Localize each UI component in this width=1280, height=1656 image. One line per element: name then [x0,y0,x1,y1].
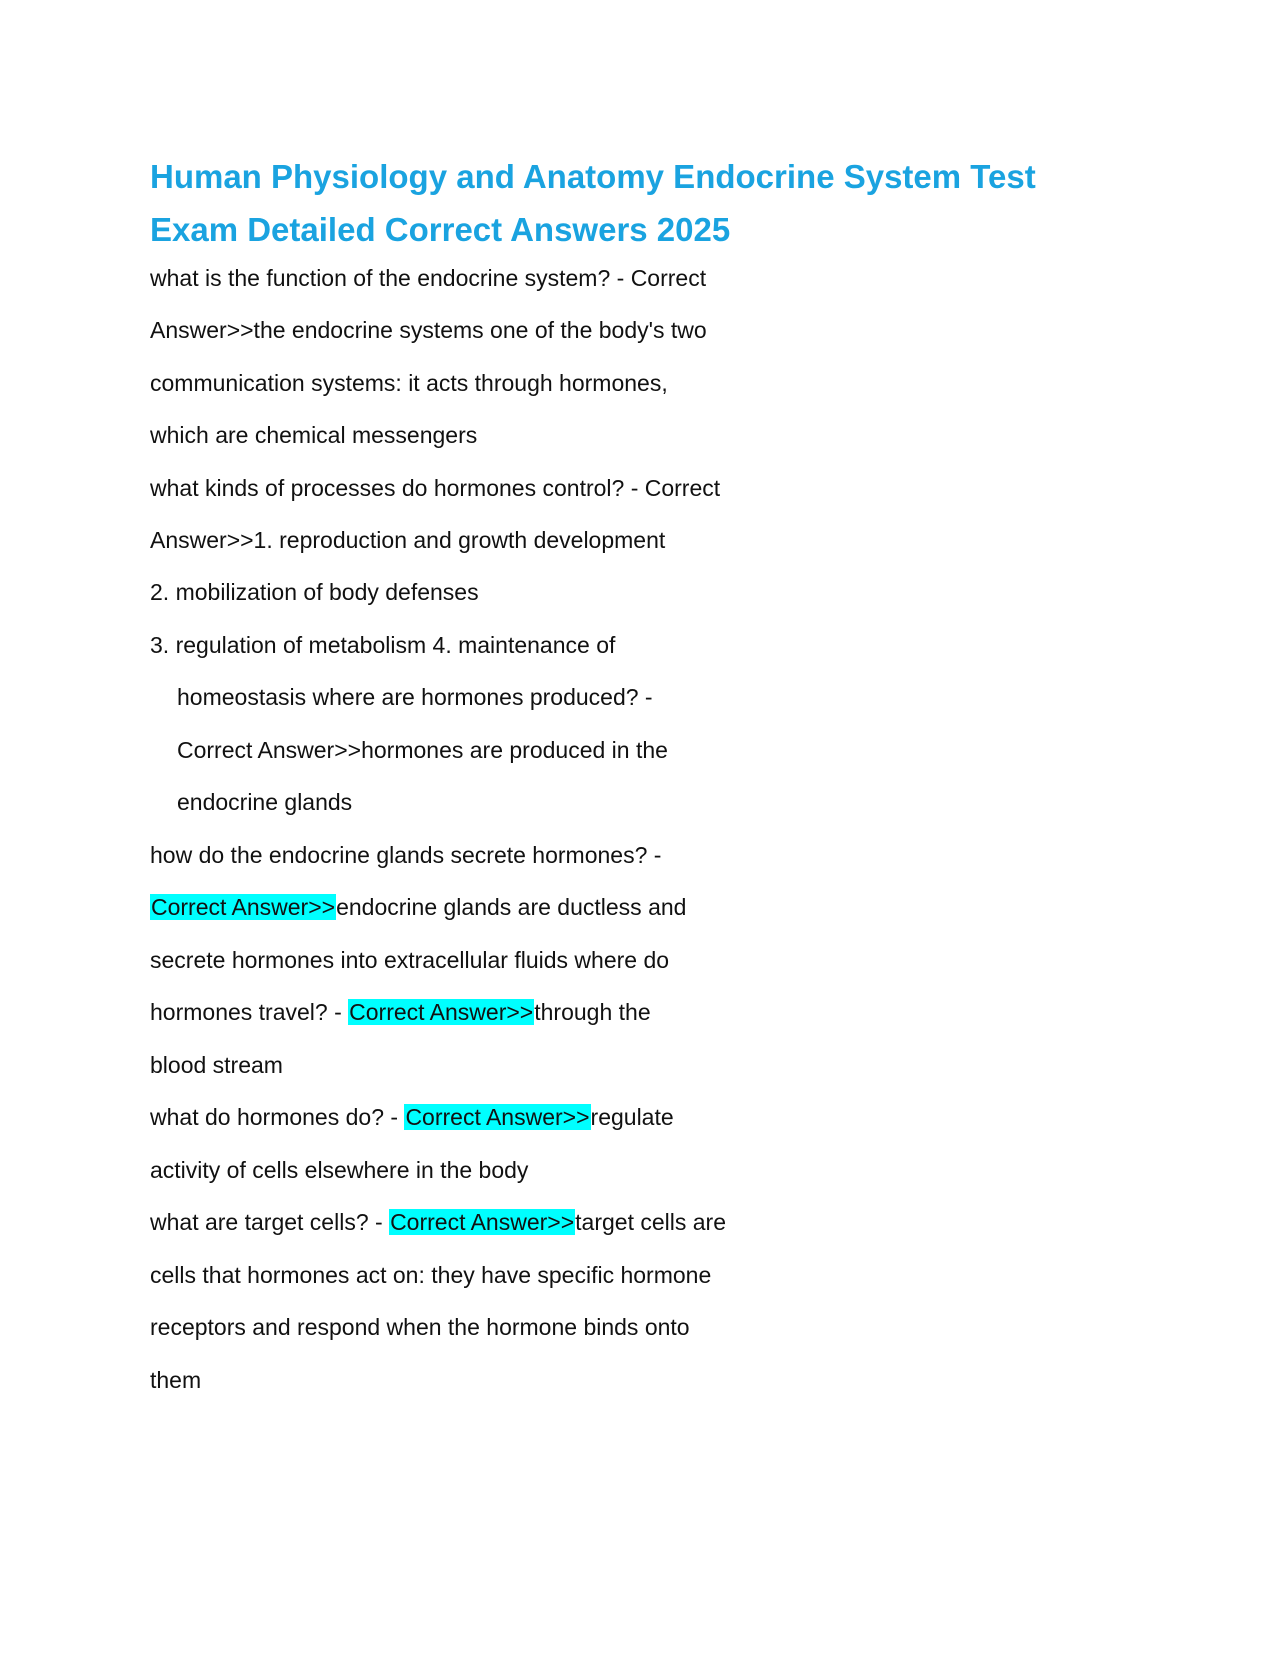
body-line [150,1101,674,1133]
highlighted-correct-answer: Correct Answer>> [405,1104,590,1130]
highlighted-correct-answer: Correct Answer>> [390,1209,575,1235]
body-line: what is the function of the endocrine system? - Correct [150,265,707,291]
body-line: what kinds of processes do hormones control? - Correct [150,475,721,501]
highlighted-correct-answer: Correct Answer>> [151,894,336,920]
body-line: endocrine glands [177,789,353,815]
body-line: secrete hormones into extracellular fluids where do [150,947,670,973]
body-line: Correct Answer>>hormones are produced in the [177,737,668,763]
answer-text: target cells are [575,1209,727,1235]
body-line: Answer>>1. reproduction and growth development [150,527,666,553]
question-text: what are target cells? - [150,1209,390,1235]
body-line: cells that hormones act on: they have specific hormone [150,1262,712,1288]
body-line: how do the endocrine glands secrete hormones? - [150,842,662,868]
body-line: Answer>>the endocrine systems one of the body's two [150,317,707,343]
document-title [150,150,1110,256]
title-line-1: Human Physiology and Anatomy Endocrine System Test [150,158,1036,195]
body-line: homeostasis where are hormones produced? - [177,684,653,710]
answer-text: endocrine glands are ductless and [336,894,687,920]
body-line: receptors and respond when the hormone binds onto [150,1314,690,1340]
body-line: which are chemical messengers [150,422,478,448]
body-line: communication systems: it acts through hormones, [150,370,668,396]
body-line [150,891,686,923]
body-line [150,996,651,1028]
body-line: 3. regulation of metabolism 4. maintenance of [150,632,616,658]
question-text: what do hormones do? - [150,1104,405,1130]
body-line: blood stream [150,1052,283,1078]
question-text: hormones travel? - [150,999,349,1025]
body-line [150,1206,726,1238]
highlighted-correct-answer: Correct Answer>> [349,999,534,1025]
body-line: them [150,1367,202,1393]
body-line: activity of cells elsewhere in the body [150,1157,529,1183]
answer-text: through the [534,999,651,1025]
title-line-2: Exam Detailed Correct Answers 2025 [150,211,731,248]
answer-text: regulate [590,1104,674,1130]
body-line: 2. mobilization of body defenses [150,579,479,605]
